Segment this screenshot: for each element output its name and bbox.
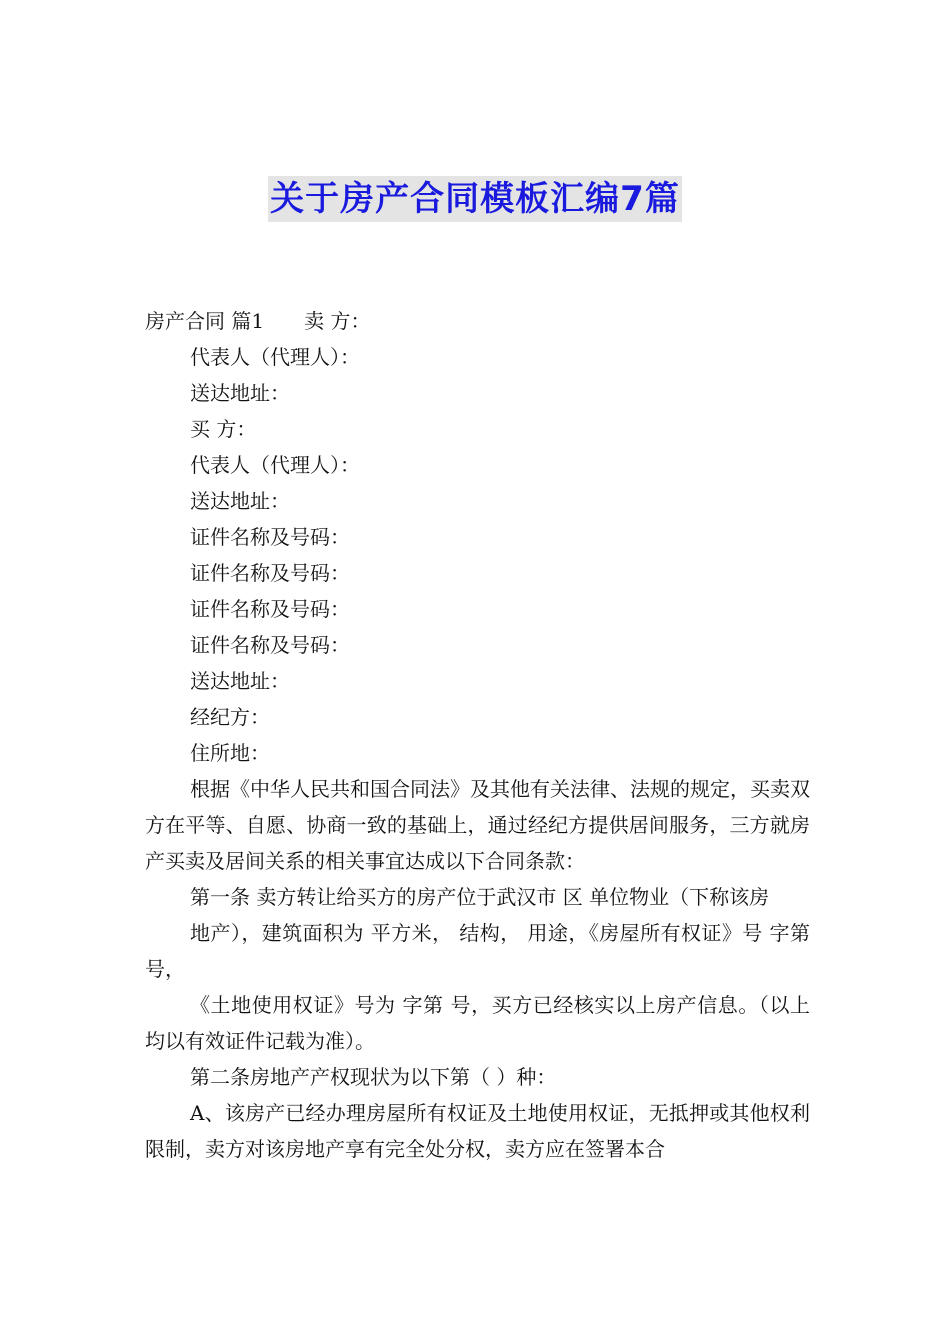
field-id-3: 证件名称及号码： <box>190 597 350 621</box>
field-buyer: 买 方： <box>190 417 257 441</box>
field-id-4: 证件名称及号码： <box>190 633 350 657</box>
field-id-1: 证件名称及号码： <box>190 525 350 549</box>
field-representative-buyer: 代表人（代理人）： <box>190 453 360 477</box>
document-title: 关于房产合同模板汇编7篇 <box>268 176 682 222</box>
field-address-buyer: 送达地址： <box>190 489 290 513</box>
field-address-seller: 送达地址： <box>190 381 290 405</box>
paragraph-option-a: A、该房产已经办理房屋所有权证及土地使用权证，无抵押或其他权利限制，卖方对该房地产享有完全处分权，卖方应在签署本合 <box>145 1101 810 1161</box>
section-heading-line <box>145 303 810 339</box>
field-agent: 经纪方： <box>190 705 270 729</box>
paragraph-land-certificate: 《土地使用权证》号为 字第 号，买方已经核实以上房产信息。（以上均以有效证件记载为准）。 <box>145 993 810 1053</box>
field-residence: 住所地： <box>190 741 270 765</box>
paragraph-article-1: 第一条 卖方转让给买方的房产位于武汉市 区 单位物业（下称该房 <box>190 885 770 909</box>
section-heading: 房产合同 篇1 <box>145 309 265 333</box>
field-address-3: 送达地址： <box>190 669 290 693</box>
field-id-2: 证件名称及号码： <box>190 561 350 585</box>
field-representative-seller: 代表人（代理人）： <box>190 345 360 369</box>
paragraph-property-details: 地产），建筑面积为 平方米， 结构， 用途，《房屋所有权证》号 字第 号， <box>145 921 810 981</box>
title-container <box>0 176 950 222</box>
seller-label: 卖 方： <box>304 309 371 333</box>
paragraph-basis: 根据《中华人民共和国合同法》及其他有关法律、法规的规定，买卖双方在平等、自愿、协商一致的基础上，通过经纪方提供居间服务，三方就房产买卖及居间关系的相关事宜达成以下合同条款： <box>145 777 810 873</box>
document-body <box>145 303 810 1167</box>
paragraph-article-2: 第二条房地产产权现状为以下第（ ）种： <box>190 1065 557 1089</box>
